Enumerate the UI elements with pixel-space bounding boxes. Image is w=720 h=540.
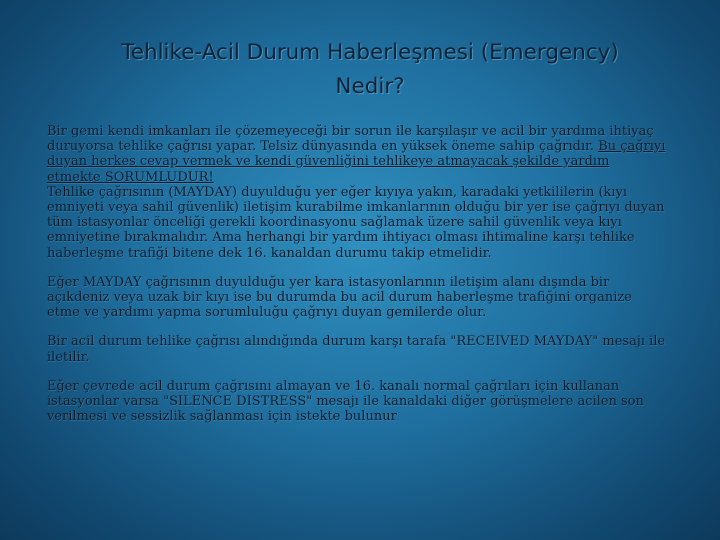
paragraph-1-underlined: Bu çağrıyı duyan herkes cevap vermek ve kendi güvenliğini tehlikeye atmayacak şekilde yardım etmekte SORUMLUDUR! bbox=[47, 139, 666, 185]
paragraph-2: Eğer MAYDAY çağrısının duyulduğu yer kara istasyonlarının iletişim alanı dışında bir açıkdeniz veya uzak bir kıyı ise bu durumda bu acil durum haberleşme trafiğini organize etme ve yardımı yapma sorumluluğu çağrıyı duyan gemilerde olur. bbox=[47, 274, 632, 321]
paragraph-1 bbox=[47, 124, 667, 261]
paragraph-1-continued: Tehlike çağrısının (MAYDAY) duyulduğu yer eğer kıyıya yakın, karadaki yetkililerin (kıyı emniyeti veya sahil güvenlik) iletişim kurabilme imkanlarının olduğu bir yer ise çağrıyı duyan tüm istasyonlar önceliği gerekli koordinasyonu sağlamak üzere sahil güvenlik veya kıyı emniyetine bırakmalıdır. Ama herhangi bir yardım ihtiyacı olması ihtimaline karşı tehlike haberleşme trafiği bitene dek 16. kanaldan durumu takip etmelidir. bbox=[47, 184, 665, 261]
slide-body bbox=[47, 124, 667, 438]
title-line-2: Nedir? bbox=[335, 74, 405, 99]
paragraph-3: Bir acil durum tehlike çağrısı alındığında durum karşı tarafa "RECEIVED MAYDAY" mesajı ile iletilir. bbox=[47, 334, 666, 365]
paragraph-1-intro: Bir gemi kendi imkanları ile çözemeyeceği bir sorun ile karşılaşır ve acil bir yardıma ihtiyaç duruyorsa tehlike çağrısı yapar. Telsiz dünyasında en yüksek öneme sahip çağrıdır. bbox=[47, 124, 654, 155]
title-line-1: Tehlike-Acil Durum Haberleşmesi (Emergency) bbox=[121, 40, 619, 65]
paragraph-4: Eğer çevrede acil durum çağrısını almayan ve 16. kanalı normal çağrıları için kullanan istasyonlar varsa "SILENCE DISTRESS" mesajı ile kanaldaki diğer görüşmelere acilen son verilmesi ve sessizlik sağlanması için istekte bulunur bbox=[47, 378, 644, 425]
slide-title bbox=[30, 36, 710, 104]
